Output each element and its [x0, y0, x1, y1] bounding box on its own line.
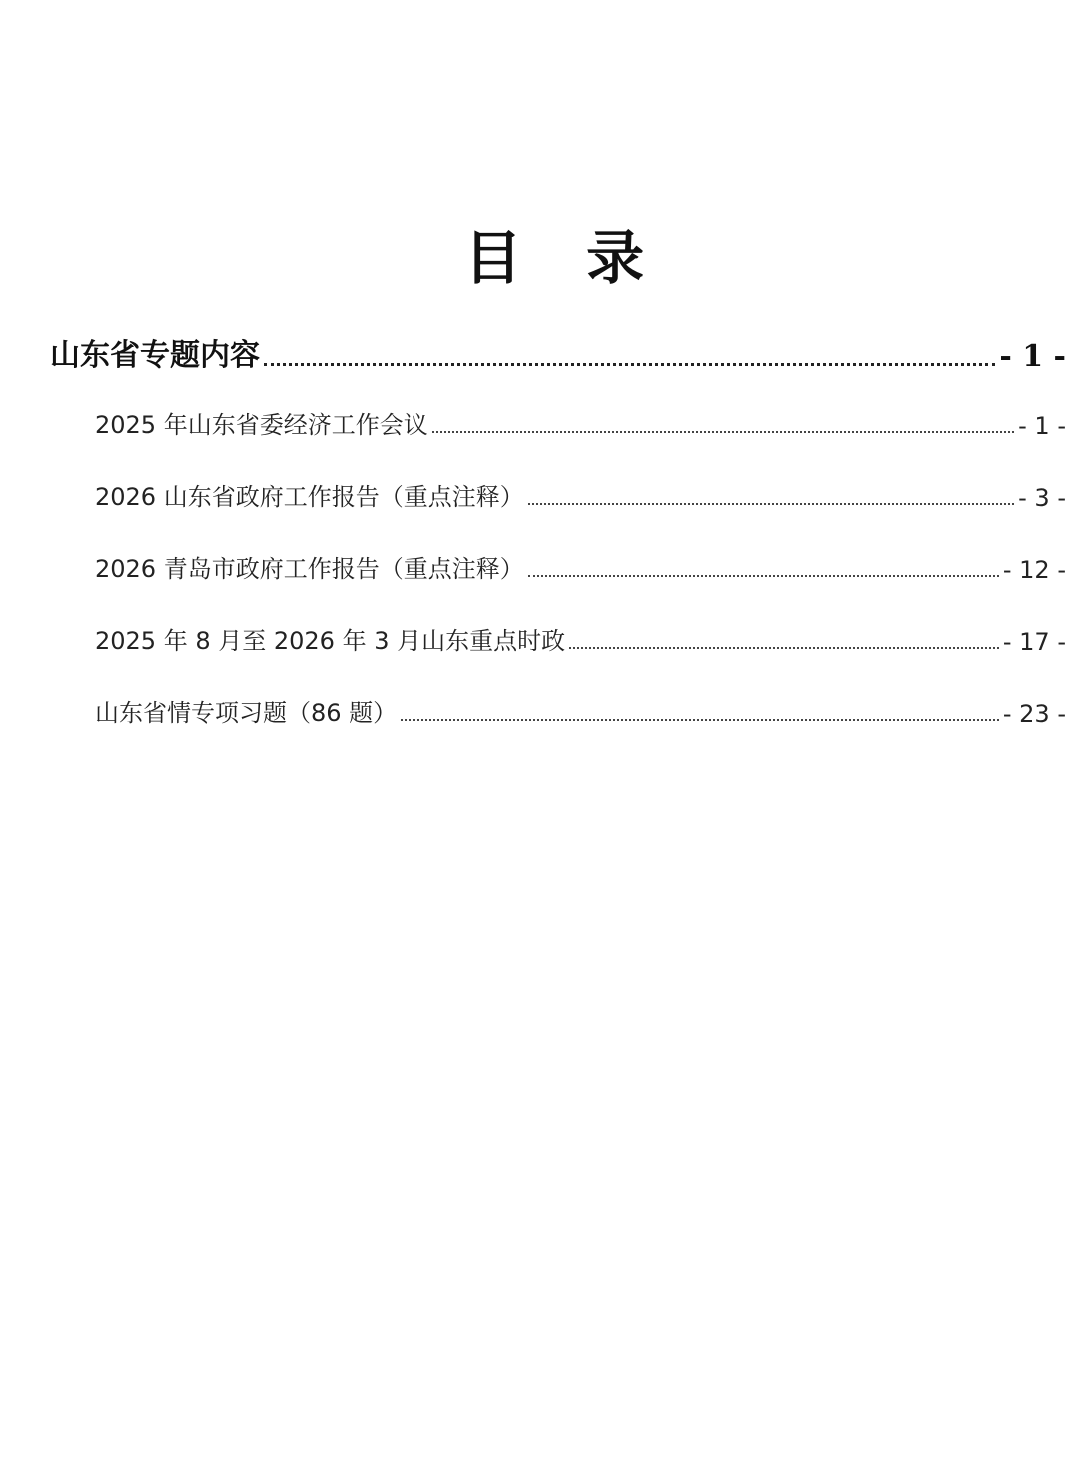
toc-entry[interactable] — [95, 476, 1066, 512]
toc-entry-label: 山东省情专项习题（86 题） — [95, 699, 398, 727]
toc-entry[interactable] — [95, 692, 1066, 728]
toc-entry-page: - 17 - — [1002, 628, 1066, 656]
toc-entry-page: - 12 - — [1002, 556, 1066, 584]
dot-leader — [528, 503, 1014, 505]
toc-title: 目 录 — [463, 224, 667, 292]
toc-section-shandong[interactable] — [50, 330, 1066, 374]
toc-section-page: - 1 - — [999, 339, 1066, 374]
toc-entry-page: - 3 - — [1018, 484, 1066, 512]
toc-entry[interactable] — [95, 404, 1066, 440]
toc-entry[interactable] — [95, 620, 1066, 656]
toc-entry-page: - 1 - — [1018, 412, 1066, 440]
toc-section-label: 山东省专题内容 — [50, 338, 260, 373]
dot-leader — [264, 363, 995, 366]
dot-leader — [569, 647, 999, 649]
toc-entry-label: 2025 年 8 月至 2026 年 3 月山东重点时政 — [95, 627, 566, 655]
toc-entry[interactable] — [95, 548, 1066, 584]
toc-entry-label: 2026 山东省政府工作报告（重点注释） — [95, 483, 524, 511]
toc-entry-page: - 23 - — [1002, 700, 1066, 728]
toc-entry-label: 2026 青岛市政府工作报告（重点注释） — [95, 555, 524, 583]
dot-leader — [528, 575, 999, 577]
dot-leader — [432, 431, 1014, 433]
toc-entry-label: 2025 年山东省委经济工作会议 — [95, 411, 428, 439]
dot-leader — [401, 719, 999, 721]
